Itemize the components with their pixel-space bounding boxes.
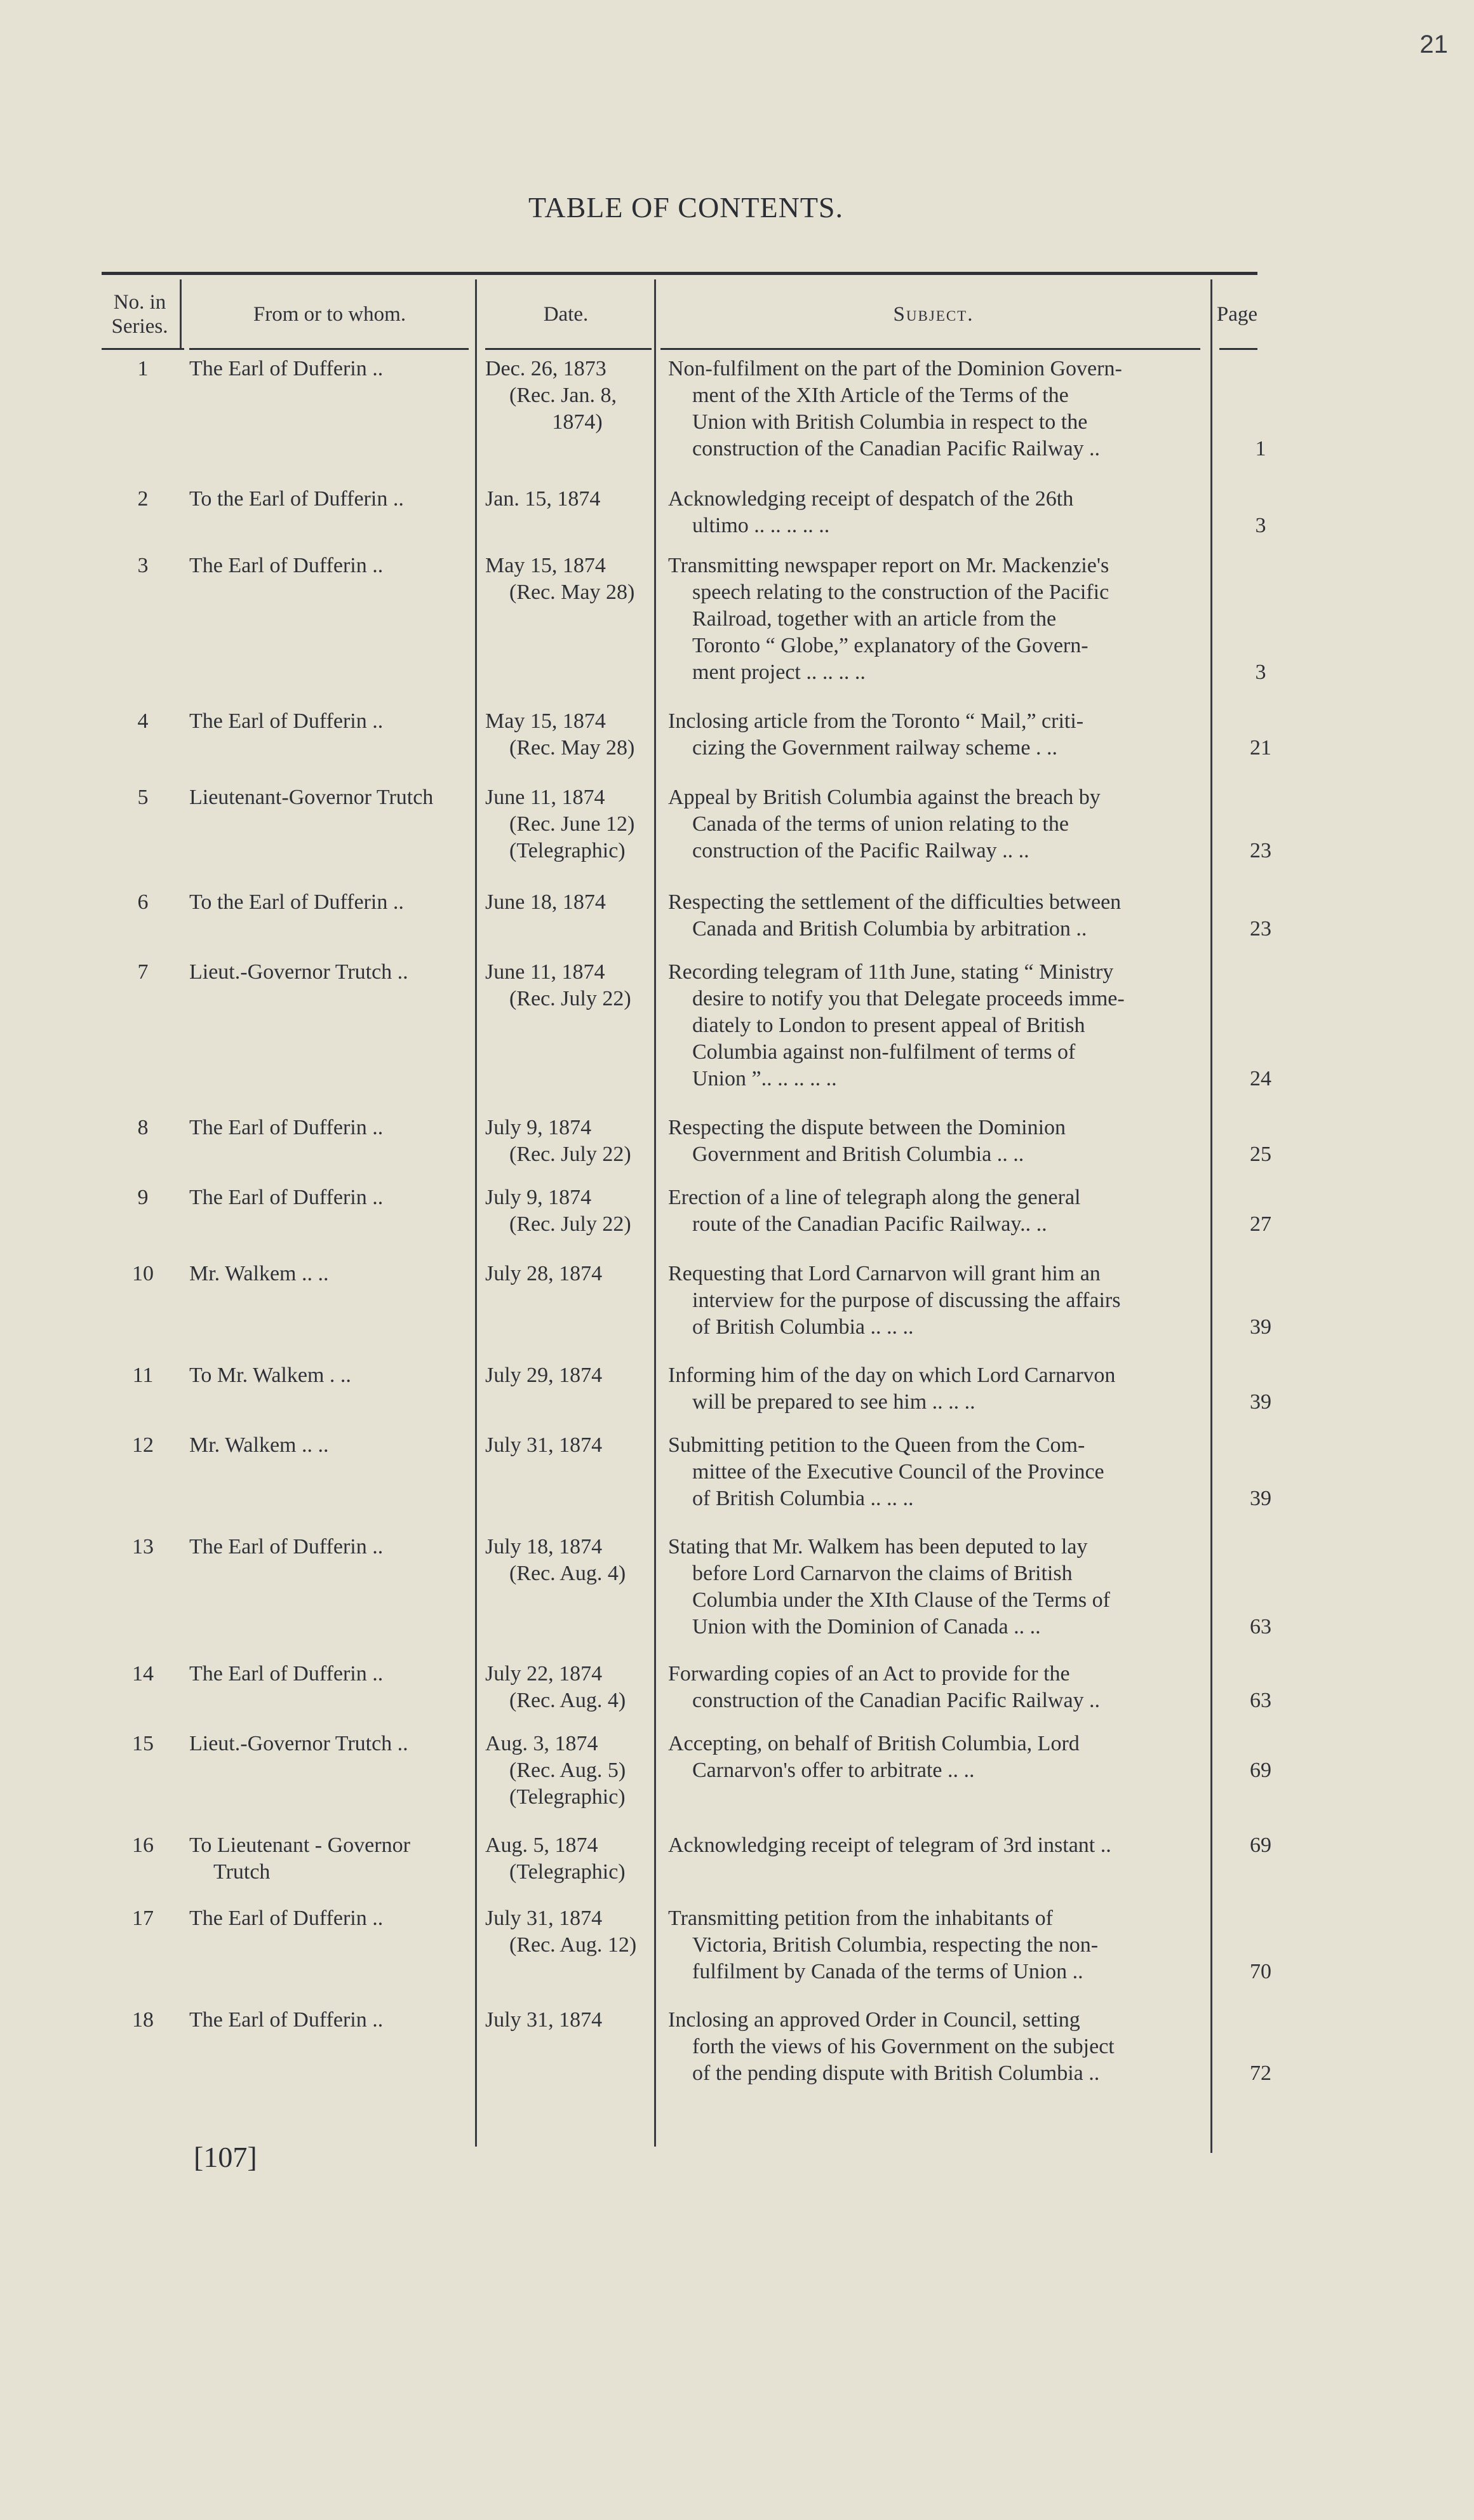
date	[485, 1534, 645, 1587]
from-or-to-whom	[189, 1534, 469, 1560]
from-line: The Earl of Dufferin ..	[189, 1907, 384, 1930]
subject-line: of British Columbia .. .. ..	[692, 1315, 914, 1339]
subject-line: Columbia under the XIth Clause of the Terms of	[692, 1588, 1110, 1612]
date-line: July 18, 1874	[485, 1535, 603, 1558]
subject-line: Inclosing article from the Toronto “ Mail,” criti-	[668, 709, 1084, 733]
page-reference: 23	[1250, 839, 1271, 862]
subject	[668, 784, 1190, 864]
from-or-to-whom	[189, 889, 469, 916]
subject-line: Railroad, together with an article from the	[692, 607, 1057, 631]
subject-line: before Lord Carnarvon the claims of British	[692, 1562, 1073, 1585]
page-reference: 3	[1255, 660, 1266, 684]
column-divider-3	[654, 279, 656, 2147]
from-or-to-whom	[189, 1115, 469, 1141]
from-or-to-whom	[189, 1905, 469, 1932]
subject-line: Erection of a line of telegraph along the general	[668, 1186, 1081, 1209]
from-or-to-whom	[189, 1731, 469, 1757]
series-number: 11	[132, 1364, 154, 1387]
subject-line: Stating that Mr. Walkem has been deputed to lay	[668, 1535, 1088, 1558]
date-line: July 31, 1874	[485, 1907, 603, 1930]
series-number: 16	[132, 1833, 154, 1857]
subject-line: Submitting petition to the Queen from the Com-	[668, 1433, 1085, 1457]
subject-line: Union with British Columbia in respect to the	[692, 410, 1088, 434]
subject	[668, 1432, 1190, 1512]
subject	[668, 1534, 1190, 1640]
page-reference: 27	[1250, 1212, 1271, 1236]
date	[485, 1115, 645, 1168]
date-line: (Rec. July 22)	[509, 987, 631, 1010]
header-page: Page	[1216, 303, 1258, 326]
page-reference: 39	[1250, 1487, 1271, 1510]
from-line: To Mr. Walkem . ..	[189, 1364, 351, 1387]
series-number: 15	[132, 1732, 154, 1755]
date	[485, 1432, 645, 1459]
from-line: To the Earl of Dufferin ..	[189, 487, 404, 511]
date-line: July 9, 1874	[485, 1116, 592, 1139]
from-line: The Earl of Dufferin ..	[189, 554, 384, 577]
subject	[668, 1362, 1190, 1416]
subject-line: Union with the Dominion of Canada .. ..	[692, 1615, 1041, 1639]
subject-line: Transmitting petition from the inhabitants of	[668, 1907, 1053, 1930]
subject-line: Transmitting newspaper report on Mr. Mackenzie's	[668, 554, 1109, 577]
from-line: Lieut.-Governor Trutch ..	[189, 1732, 408, 1755]
date-line: (Rec. Aug. 4)	[509, 1562, 626, 1585]
subject	[668, 889, 1190, 942]
table-top-rule	[102, 272, 1257, 275]
subject	[668, 1115, 1190, 1168]
date-line: July 31, 1874	[485, 1433, 603, 1457]
from-line: The Earl of Dufferin ..	[189, 357, 384, 380]
subject-line: Victoria, British Columbia, respecting the non-	[692, 1933, 1099, 1957]
subject-line: of British Columbia .. .. ..	[692, 1487, 914, 1510]
from-line: The Earl of Dufferin ..	[189, 709, 384, 733]
page-reference: 23	[1250, 917, 1271, 941]
date-line: (Rec. Aug. 4)	[509, 1689, 626, 1712]
series-number: 14	[132, 1662, 154, 1686]
subject	[668, 1184, 1190, 1238]
subject-line: interview for the purpose of discussing the affairs	[692, 1289, 1121, 1312]
from-line: Lieut.-Governor Trutch ..	[189, 960, 408, 984]
subject-line: Appeal by British Columbia against the breach by	[668, 786, 1101, 809]
subject-line: Non-fulfilment on the part of the Dominion Govern-	[668, 357, 1122, 380]
series-number: 3	[137, 554, 149, 577]
subject-line: diately to London to present appeal of British	[692, 1014, 1085, 1037]
from-line: The Earl of Dufferin ..	[189, 2008, 384, 2032]
subject-line: ultimo .. .. .. .. ..	[692, 514, 830, 537]
from-line: Mr. Walkem .. ..	[189, 1433, 329, 1457]
subject-line: Canada of the terms of union relating to the	[692, 812, 1069, 836]
series-number: 13	[132, 1535, 154, 1558]
from-or-to-whom	[189, 1184, 469, 1211]
date-line: July 28, 1874	[485, 1262, 603, 1285]
subject-line: construction of the Canadian Pacific Railway ..	[692, 437, 1101, 460]
from-or-to-whom	[189, 1432, 469, 1459]
page-reference: 63	[1250, 1689, 1271, 1712]
date-line: July 22, 1874	[485, 1662, 603, 1686]
subject	[668, 553, 1190, 686]
subject-line: construction of the Canadian Pacific Railway ..	[692, 1689, 1101, 1712]
subject-line: will be prepared to see him .. .. ..	[692, 1390, 975, 1414]
series-number: 2	[137, 487, 149, 511]
from-line: The Earl of Dufferin ..	[189, 1535, 384, 1558]
subject-line: Canada and British Columbia by arbitration ..	[692, 917, 1087, 941]
page-title: TABLE OF CONTENTS.	[528, 191, 844, 224]
subject-line: construction of the Pacific Railway .. ..	[692, 839, 1029, 862]
date	[485, 1184, 645, 1238]
from-or-to-whom	[189, 356, 469, 382]
subject-line: forth the views of his Government on the subject	[692, 2035, 1115, 2058]
page-reference: 21	[1250, 736, 1271, 760]
page-number: 21	[1419, 30, 1448, 58]
page-reference: 24	[1250, 1067, 1271, 1090]
subject	[668, 1905, 1190, 1985]
series-number: 6	[137, 890, 149, 914]
series-number: 17	[132, 1907, 154, 1930]
date-line: (Rec. Aug. 5)	[509, 1759, 626, 1782]
from-line: The Earl of Dufferin ..	[189, 1186, 384, 1209]
subject-line: ment of the XIth Article of the Terms of the	[692, 384, 1069, 407]
subject	[668, 2007, 1190, 2087]
subject-line: Respecting the settlement of the difficulties between	[668, 890, 1122, 914]
from-line: Lieutenant-Governor Trutch	[189, 786, 434, 809]
from-or-to-whom	[189, 553, 469, 579]
page-reference: 69	[1250, 1759, 1271, 1782]
subject-line: Columbia against non-fulfilment of terms of	[692, 1040, 1076, 1064]
series-number: 18	[132, 2008, 154, 2032]
series-number: 12	[132, 1433, 154, 1457]
column-divider-2	[475, 279, 477, 2147]
subject	[668, 959, 1190, 1092]
from-or-to-whom	[189, 1832, 469, 1886]
subject-line: Requesting that Lord Carnarvon will grant him an	[668, 1262, 1101, 1285]
subject	[668, 486, 1190, 539]
from-or-to-whom	[189, 708, 469, 735]
date-line: (Rec. July 22)	[509, 1143, 631, 1166]
from-or-to-whom	[189, 1362, 469, 1389]
date-line: (Rec. May 28)	[509, 580, 635, 604]
page-reference: 63	[1250, 1615, 1271, 1639]
date	[485, 1905, 645, 1959]
date-line: Aug. 3, 1874	[485, 1732, 598, 1755]
subject	[668, 1731, 1190, 1784]
from-or-to-whom	[189, 486, 469, 513]
date-line: Dec. 26, 1873	[485, 357, 606, 380]
date	[485, 2007, 645, 2034]
header-date: Date.	[543, 303, 589, 326]
subject-line: Carnarvon's offer to arbitrate .. ..	[692, 1759, 975, 1782]
date-line: (Rec. May 28)	[509, 736, 635, 760]
date-line: (Rec. June 12)	[509, 812, 635, 836]
subject-line: Acknowledging receipt of despatch of the 26th	[668, 487, 1074, 511]
date	[485, 708, 645, 761]
date-line: June 11, 1874	[485, 786, 605, 809]
series-number: 10	[132, 1262, 154, 1285]
date	[485, 486, 645, 513]
from-line: The Earl of Dufferin ..	[189, 1116, 384, 1139]
date-line: (Telegraphic)	[509, 839, 626, 862]
page-reference: 39	[1250, 1390, 1271, 1414]
from-or-to-whom	[189, 2007, 469, 2034]
footer-mark: [107]	[194, 2141, 257, 2173]
column-divider-4	[1210, 279, 1212, 2153]
subject-line: Toronto “ Globe,” explanatory of the Govern-	[692, 634, 1089, 657]
series-number: 7	[137, 960, 149, 984]
subject-line: fulfilment by Canada of the terms of Union ..	[692, 1960, 1083, 1983]
page-reference: 1	[1255, 437, 1266, 460]
from-or-to-whom	[189, 1261, 469, 1287]
header-number: No. in Series.	[111, 291, 168, 338]
date-line: (Telegraphic)	[509, 1785, 626, 1809]
subject-line: Forwarding copies of an Act to provide for the	[668, 1662, 1070, 1686]
subject	[668, 1661, 1190, 1714]
series-number: 4	[137, 709, 149, 733]
date-line: May 15, 1874	[485, 554, 606, 577]
subject	[668, 1832, 1190, 1859]
date-line: Aug. 5, 1874	[485, 1833, 598, 1857]
subject-line: Accepting, on behalf of British Columbia, Lord	[668, 1732, 1080, 1755]
date-line: (Rec. Jan. 8,	[509, 384, 617, 407]
from-line: The Earl of Dufferin ..	[189, 1662, 384, 1686]
subject-line: desire to notify you that Delegate proceeds imme-	[692, 987, 1125, 1010]
date-line: July 9, 1874	[485, 1186, 592, 1209]
page-reference: 39	[1250, 1315, 1271, 1339]
from-line: Mr. Walkem .. ..	[189, 1262, 329, 1285]
date-line: Jan. 15, 1874	[485, 487, 601, 511]
date-line: May 15, 1874	[485, 709, 606, 733]
page-reference: 72	[1250, 2061, 1271, 2085]
from-or-to-whom	[189, 1661, 469, 1687]
subject	[668, 1261, 1190, 1341]
date	[485, 1661, 645, 1714]
date-line: (Rec. July 22)	[509, 1212, 631, 1236]
subject-line: speech relating to the construction of the Pacific	[692, 580, 1109, 604]
subject-line: Informing him of the day on which Lord Carnarvon	[668, 1364, 1116, 1387]
subject-line: Government and British Columbia .. ..	[692, 1143, 1024, 1166]
date	[485, 1832, 645, 1886]
subject-line: Respecting the dispute between the Dominion	[668, 1116, 1066, 1139]
date-line: June 11, 1874	[485, 960, 605, 984]
date	[485, 784, 645, 864]
date	[485, 959, 645, 1012]
date-line: June 18, 1874	[485, 890, 606, 914]
subject-line: cizing the Government railway scheme . ..	[692, 736, 1057, 760]
series-number: 9	[137, 1186, 149, 1209]
from-line: To Lieutenant - Governor	[189, 1833, 410, 1857]
subject	[668, 356, 1190, 462]
subject-line: Recording telegram of 11th June, stating “ Ministry	[668, 960, 1114, 984]
date-line: July 31, 1874	[485, 2008, 603, 2032]
date-line: (Rec. Aug. 12)	[509, 1933, 637, 1957]
series-number: 5	[137, 786, 149, 809]
subject	[668, 708, 1190, 761]
date-line: 1874)	[552, 410, 603, 434]
page-reference: 3	[1255, 514, 1266, 537]
header-from: From or to whom.	[253, 303, 406, 326]
subject-line: route of the Canadian Pacific Railway.. ..	[692, 1212, 1047, 1236]
subject-line: Inclosing an approved Order in Council, setting	[668, 2008, 1080, 2032]
date	[485, 1731, 645, 1811]
series-number: 8	[137, 1116, 149, 1139]
date-line: July 29, 1874	[485, 1364, 603, 1387]
date	[485, 1261, 645, 1287]
date	[485, 889, 645, 916]
subject-line: of the pending dispute with British Columbia ..	[692, 2061, 1100, 2085]
header-subject: Subject.	[893, 303, 974, 326]
subject-line: Union ”.. .. .. .. ..	[692, 1067, 837, 1090]
from-or-to-whom	[189, 784, 469, 811]
date	[485, 1362, 645, 1389]
from-or-to-whom	[189, 959, 469, 986]
subject-line: mittee of the Executive Council of the Province	[692, 1460, 1104, 1484]
subject-line: Acknowledging receipt of telegram of 3rd instant ..	[668, 1833, 1111, 1857]
page-reference: 69	[1250, 1833, 1271, 1857]
date-line: (Telegraphic)	[509, 1860, 626, 1884]
series-number: 1	[137, 357, 149, 380]
date	[485, 553, 645, 606]
page-reference: 70	[1250, 1960, 1271, 1983]
page-reference: 25	[1250, 1143, 1271, 1166]
date	[485, 356, 645, 436]
from-line: To the Earl of Dufferin ..	[189, 890, 404, 914]
from-line: Trutch	[213, 1860, 271, 1884]
subject-line: ment project .. .. .. ..	[692, 660, 866, 684]
